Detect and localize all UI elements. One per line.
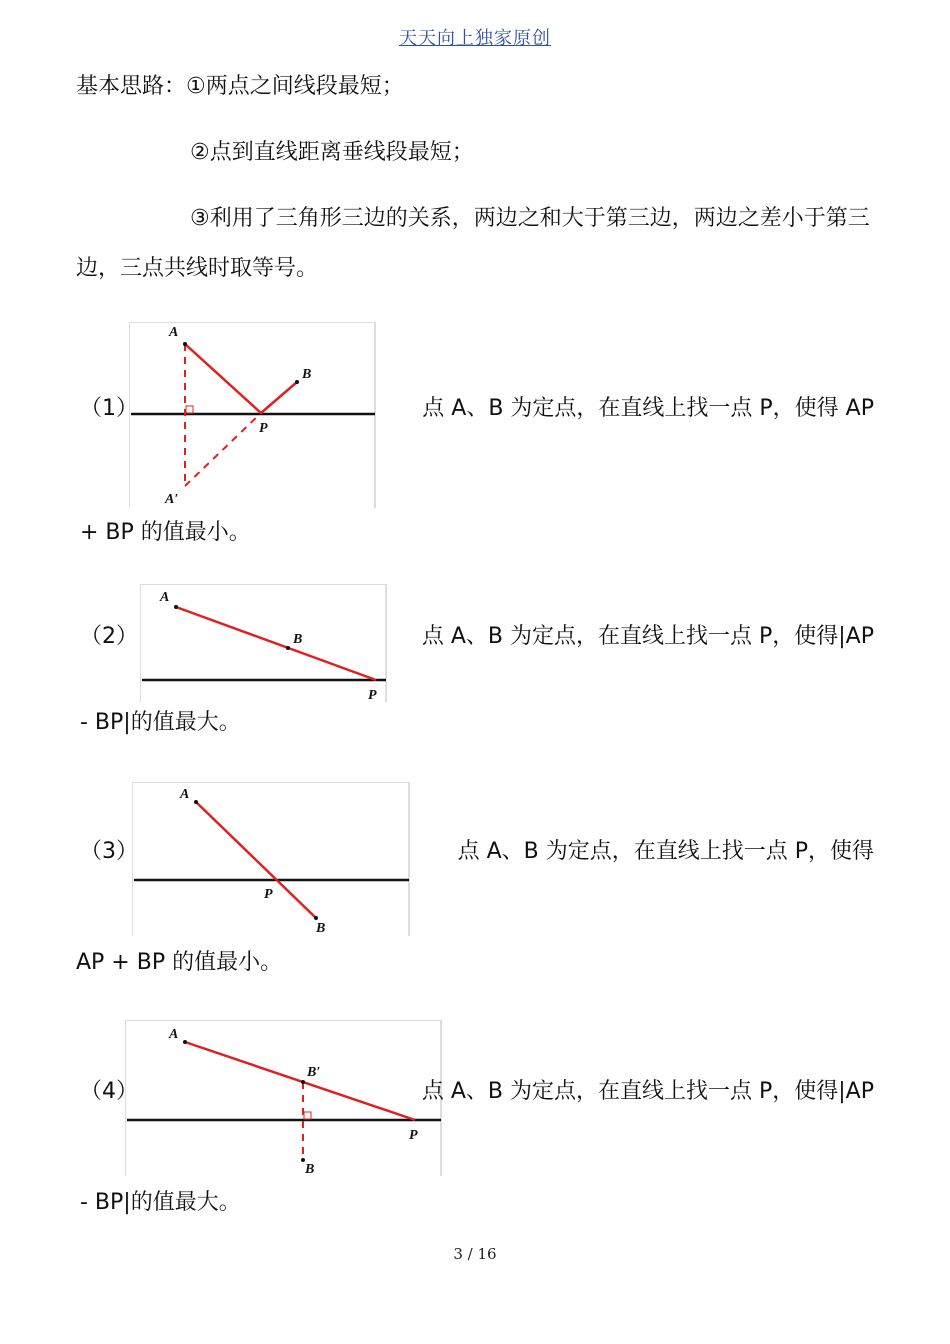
label-a: A — [160, 590, 170, 605]
right-angle-mark — [304, 1112, 311, 1119]
page-number: 3 / 16 — [453, 1245, 497, 1263]
intro-line-2: ②点到直线距离垂线段最短； — [190, 140, 474, 165]
point-marker — [183, 342, 187, 346]
problem-3-text-a: 点 A、B 为定点，在直线上找一点 P，使得 — [457, 839, 874, 864]
intro-line-3: ③利用了三角形三边的关系，两边之和大于第三边，两边之差小于第三 — [190, 206, 870, 231]
point-marker — [286, 646, 290, 650]
segment-apb — [176, 607, 376, 680]
segment-pb — [261, 382, 297, 413]
right-angle-mark — [186, 406, 193, 413]
label-b: B — [302, 367, 312, 382]
intro-line-1: 基本思路：①两点之间线段最短； — [76, 74, 404, 99]
label-b: B — [293, 632, 303, 647]
segment-ap — [185, 344, 261, 413]
segment-ab — [196, 802, 316, 918]
point-marker — [194, 800, 198, 804]
label-a-prime: A′ — [165, 492, 179, 507]
problem-1-figure — [129, 322, 377, 508]
intro-line-4: 边，三点共线时取等号。 — [76, 256, 319, 281]
problem-4-figure — [125, 1020, 443, 1176]
label-b: B — [305, 1162, 315, 1176]
label-b-prime: B′ — [307, 1065, 321, 1080]
point-marker — [301, 1080, 305, 1084]
problem-1-text-a: 点 A、B 为定点，在直线上找一点 P，使得 AP — [422, 396, 874, 421]
problem-4-text-b: - BP|的值最大。 — [80, 1190, 241, 1215]
problem-1-number: （1） — [80, 396, 138, 421]
label-a: A — [169, 1027, 179, 1042]
label-a: A — [169, 325, 179, 340]
problem-2-figure — [140, 584, 388, 702]
reflection-dashed — [185, 413, 261, 486]
problem-2-text-a: 点 A、B 为定点，在直线上找一点 P，使得|AP — [421, 624, 874, 649]
problem-3-figure — [132, 782, 412, 936]
problem-3-text-b: AP + BP 的值最小。 — [76, 950, 283, 975]
label-b: B — [316, 921, 326, 936]
segment-ab-prime-p — [185, 1042, 415, 1120]
label-p: P — [368, 688, 377, 702]
label-p: P — [264, 887, 273, 902]
point-marker — [314, 916, 318, 920]
label-p: P — [409, 1128, 418, 1143]
problem-2-number: （2） — [80, 624, 138, 649]
problem-2-text-b: - BP|的值最大。 — [80, 710, 241, 735]
label-p: P — [259, 421, 268, 436]
problem-1-text-b: + BP 的值最小。 — [80, 520, 251, 545]
point-marker — [295, 380, 299, 384]
page-header: 天天向上独家原创 — [399, 28, 551, 49]
point-marker — [183, 1040, 187, 1044]
problem-4-number: （4） — [80, 1079, 138, 1104]
label-a: A — [180, 787, 190, 802]
problem-4-text-a: 点 A、B 为定点，在直线上找一点 P，使得|AP — [421, 1079, 874, 1104]
point-marker — [174, 605, 178, 609]
problem-3-number: （3） — [80, 839, 138, 864]
